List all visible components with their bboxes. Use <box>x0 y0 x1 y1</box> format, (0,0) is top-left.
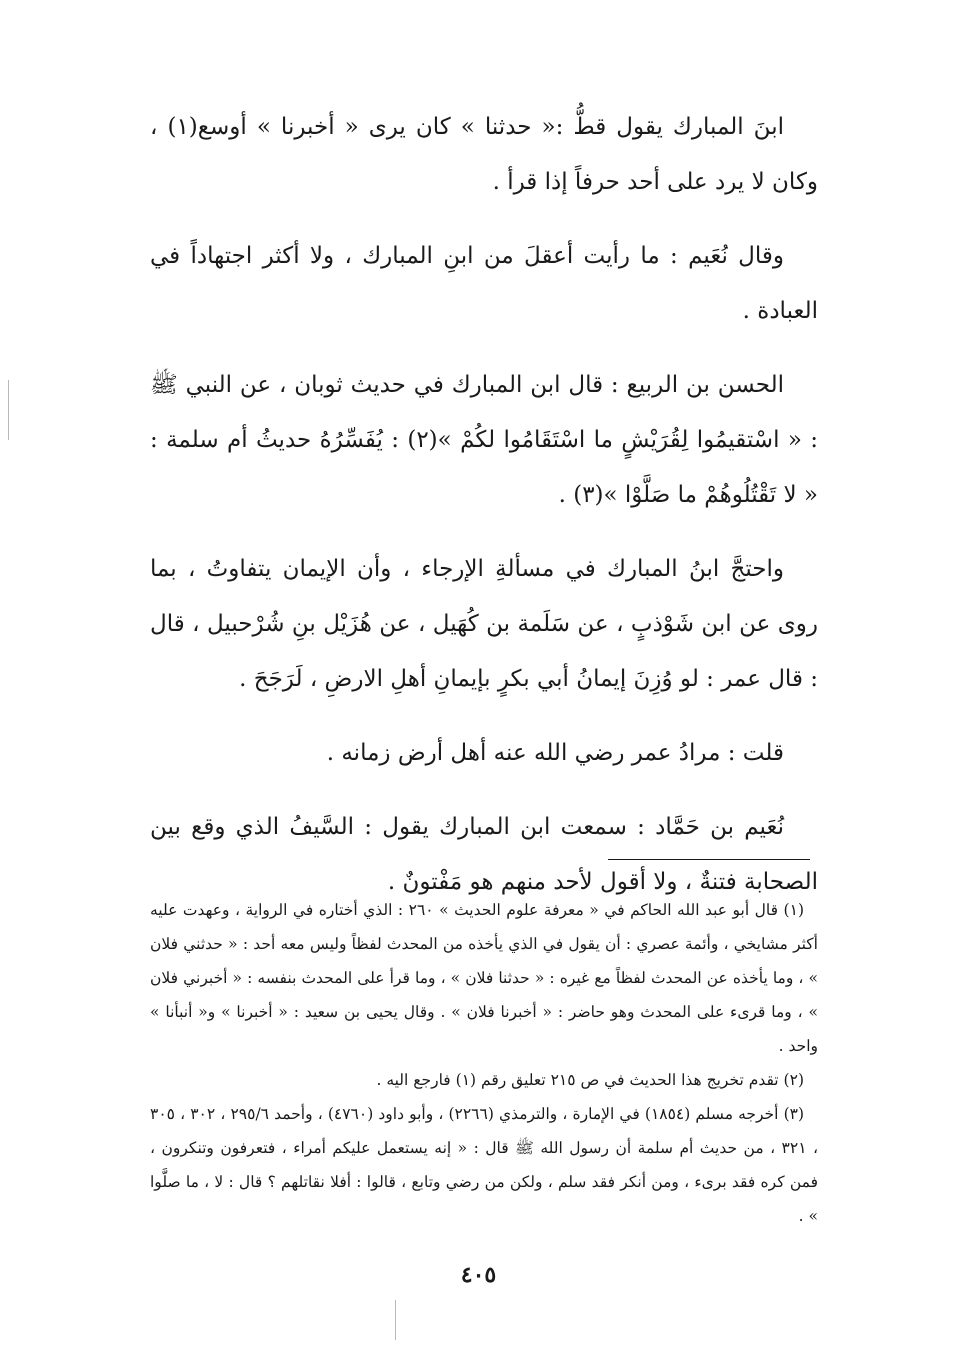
main-text-block <box>150 100 818 929</box>
footnote-1: (١) قال أبو عبد الله الحاكم في « معرفة علوم الحديث » ٢٦٠ : الذي أختاره في الرواية ، وعهدت عليه أكثر مشايخي ، وأئمة عصري : أن يقول في الذي يأخذه من المحدث لفظاً وليس معه أحد : « حدثني فلان » ، وما يأخذه عن المحدث لفظاً مع غيره : « حدثنا فلان » ، وما قرأ على المحدث بنفسه : « أخبرني فلان » ، وما قرىء على المحدث وهو حاضر : « أخبرنا فلان » . وقال يحيى بن سعيد : « أخبرنا » و« أنبأنا » واحد . <box>150 901 818 1055</box>
paragraph-irja-argument: واحتجَّ ابنُ المبارك في مسألةِ الإرجاء ، وأن الإيمان يتفاوتُ ، بما روى عن ابن شَوْذبٍ ، عن سَلَمة بن كُهَيل ، عن هُزَيْل بنِ شُرْحبيل ، قال : قال عمر : لو وُزِنَ إيمانُ أبي بكرٍ بإيمانِ أهلِ الارضِ ، لَرَجَحَ . <box>150 556 818 692</box>
scan-edge-mark <box>395 1300 396 1340</box>
footnote-2: (٢) تقدم تخريج هذا الحديث في ص ٢١٥ تعليق رقم (١) فارجع اليه . <box>376 1071 804 1089</box>
paragraph-ibn-mubarak-haddathana: ابنَ المبارك يقول قطُّ :« حدثنا » كان يرى « أخبرنا » أوسع(١) ، وكان لا يرد على أحد حرفاً إذا قرأ . <box>150 114 818 195</box>
footnotes-block <box>150 893 818 1233</box>
footnote-separator <box>608 859 810 860</box>
paragraph-author-comment: قلت : مرادُ عمر رضي الله عنه أهل أرض زمانه . <box>326 740 784 766</box>
scan-edge-mark <box>8 380 9 440</box>
page-number: ٤٠٥ <box>460 1262 497 1288</box>
paragraph-nuaym-saying: وقال نُعَيم : ما رأيت أعقلَ من ابنِ المبارك ، ولا أكثر اجتهاداً في العبادة . <box>150 243 818 324</box>
paragraph-nuaym-bin-hammad: نُعَيم بن حَمَّاد : سمعت ابن المبارك يقول : السَّيفُ الذي وقع بين الصحابة فتنةٌ ، ولا أقول لأحد منهم هو مَفْتونٌ . <box>150 814 818 895</box>
paragraph-hasan-bin-rabi: الحسن بن الربيع : قال ابن المبارك في حديث ثوبان ، عن النبي ﷺ : « اسْتقيمُوا لِقُرَيْشٍ ما اسْتَقَامُوا لكُمْ »(٢) : يُفَسِّرُهُ حديثُ أم سلمة : « لا تَقْتُلُوهُمْ ما صَلَّوْا »(٣) . <box>150 372 818 508</box>
footnote-3: (٣) أخرجه مسلم (١٨٥٤) في الإمارة ، والترمذي (٢٢٦٦) ، وأبو داود (٤٧٦٠) ، وأحمد ٢٩٥/٦ ، ٣٠٢ ، ٣٠٥ ، ٣٢١ ، من حديث أم سلمة أن رسول الله ﷺ قال : « إنه يستعمل عليكم أمراء ، فتعرفون وتنكرون ، فمن كره فقد برىء ، ومن أنكر فقد سلم ، ولكن من رضي وتابع ، قالوا : أفلا نقاتلهم ؟ قال : لا ، ما صلَّوا » . <box>150 1105 818 1225</box>
